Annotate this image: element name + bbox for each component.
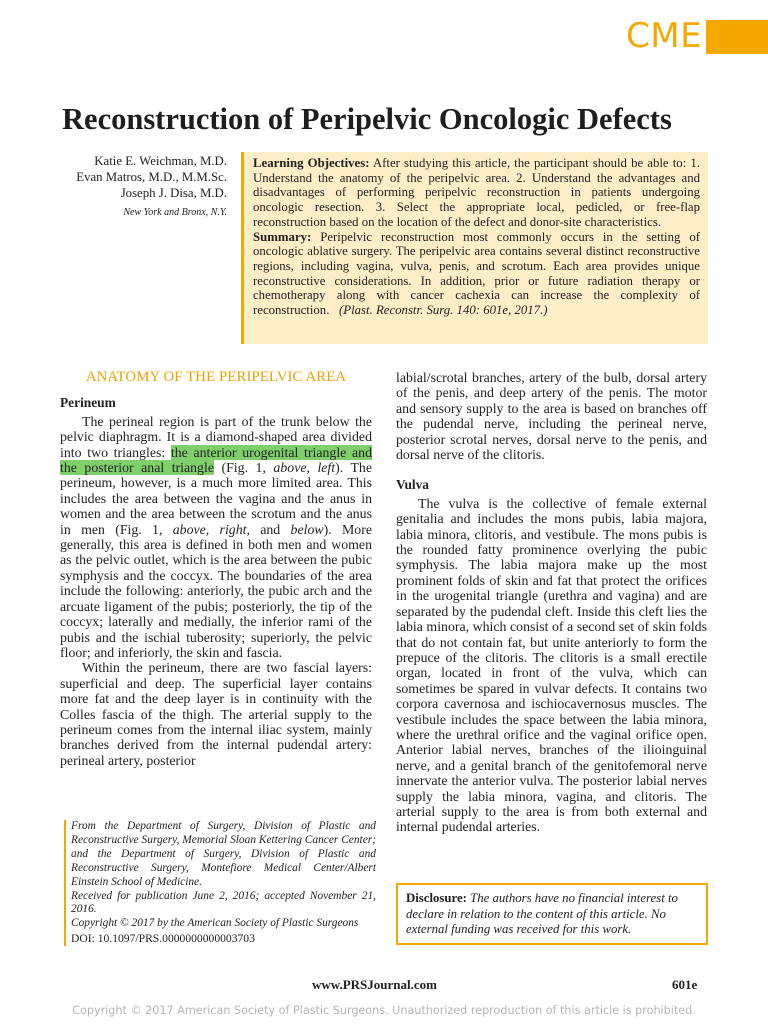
received-dates: Received for publication June 2, 2016; accepted November 21, 2016. [71, 889, 376, 916]
figure-reference: above, left [273, 460, 336, 476]
right-column [396, 370, 707, 835]
summary-label: Summary: [253, 229, 312, 244]
copyright-notice: Copyright © 2017 American Society of Plastic Surgeons. Unauthorized reproduction of this article is prohibited. [72, 1004, 696, 1017]
text-run: ). More generally, this area is defined in both men and women as the pelvic outlet, which is the area between the pubic symphysis and the coccyx. The boundaries of the area include the following: anteriorly, the pubic arch and the arcuate ligament of the pubis; posteriorly, the tip of the coccyx; laterally and medially, the inferior rami of the pubis and the ischial tuberosity; superiorly, the pelvic floor; and inferiorly, the skin and fascia. [60, 521, 372, 660]
copyright-line: Copyright © 2017 by the American Society of Plastic Surgeons [71, 917, 359, 930]
article-title: Reconstruction of Peripelvic Oncologic Defects [62, 102, 672, 136]
author-location: New York and Bronx, N.Y. [123, 206, 227, 218]
author-list [30, 153, 227, 221]
paragraph: The vulva is the collective of female external genitalia and includes the mons pubis, labia majora, labia minora, clitoris, and vestibule. The mons pubis is the rounded fatty prominence overlying the pubic symphysis. The labia majora make up the most prominent folds of skin and fat that protect the orifices in the urogenital triangle (urethra and vagina) and are separated by the pudendal cleft. Inside this cleft lies the labia minora, which consist of a second set of skin folds that do not contain fat, but unite anteriorly to form the prepuce of the clitoris. The clitoris is a small erectile organ, located in front of the vulva, which can sometimes be spared in vulvar defects. It contains two corpora cavernosa and ischiocavernosus muscles. The vestibule includes the space between the labia minora, where the urethral orifice and the vaginal orifice open. Anterior labial nerves, branches of the ilioinguinal nerve, and a genital branch of the genitofemoral nerve innervate the anterior vulva. The posterior labial nerves supply the labia minora, vagina, and clitoris. The arterial supply to the area is from both external and internal pudendal arteries. [396, 495, 707, 835]
text-run: The perineal region is part of the trunk below the pelvic diaphragm. It is a diamond-shaped area divided into two triangles: [60, 413, 372, 460]
learning-objectives-box [241, 152, 708, 344]
section-heading: ANATOMY OF THE PERIPELVIC AREA [85, 369, 347, 385]
author-name: Katie E. Weichman, M.D. [94, 154, 227, 168]
subsection-heading-vulva: Vulva [396, 477, 429, 493]
author-name: Evan Matros, M.D., M.M.Sc. [76, 170, 227, 185]
objectives-label: Learning Objectives: [253, 156, 370, 170]
paragraph: Within the perineum, there are two fascial layers: superficial and deep. The superficial layer contains more fat and the deep layer is in continuity with the Colles fascia of the thigh. The arterial supply to the perineum comes from the internal iliac system, mainly branches derived from the internal pudendal artery: perineal artery, posterior [60, 660, 372, 768]
page-number: 601e [672, 977, 698, 992]
doi: DOI: 10.1097/PRS.0000000000003703 [71, 932, 255, 946]
cme-accent-bar [706, 20, 768, 54]
summary-text: Peripelvic reconstruction most commonly occurs in the setting of oncologic ablative surgery. The peripelvic area contains several distinct reconstructive regions, including vagina, vulva, penis, and scrotum. Each area provides unique reconstructive considerations. In addition, prior or future radiation therapy or chemotherapy along with cancer cachexia can increase the complexity of reconstruction. [253, 229, 700, 318]
text-run: ). The perineum, however, is a much more limited area. This includes the area between the vagina and the anus in women and the area between the scrotum and the anus in men (Fig. 1, [60, 460, 372, 537]
objectives-text: After studying this article, the participant should be able to: 1. Understand the anatomy of the peripelvic area. 2. Understand the advantages and disadvantages of performing peripelvic reconstruction in patients undergoing oncologic resection. 3. Select the appropriate local, pedicled, or free-flap reconstruction based on the location of the defect and donor-site characteristics. [253, 156, 700, 229]
figure-reference: below [290, 521, 324, 537]
citation: (Plast. Reconstr. Surg. 140: 601e, 2017.) [339, 303, 548, 318]
disclosure-text: The authors have no financial interest to declare in relation to the content of this article. No external funding was received for this work. [406, 891, 678, 937]
subsection-heading-perineum: Perineum [60, 395, 116, 411]
journal-url[interactable]: www.PRSJournal.com [312, 977, 437, 992]
text-run: (Fig. 1, [213, 460, 274, 476]
affiliation-note [64, 820, 376, 946]
author-name: Joseph J. Disa, M.D. [120, 186, 227, 201]
paragraph [60, 414, 372, 661]
paragraph-continued: labial/scrotal branches, artery of the bulb, dorsal artery of the penis, and deep artery of the penis. The motor and sensory supply to the area is based on branches off the pudendal nerve, including the perineal nerve, posterior scrotal nerves, dorsal nerve to the penis, and dorsal nerve of the clitoris. [396, 370, 707, 463]
text-run: and [249, 521, 291, 537]
cme-label: CME [626, 16, 703, 56]
highlighted-text: the anterior urogenital triangle and the posterior anal triangle [60, 444, 372, 476]
figure-reference: above, right, [172, 521, 250, 537]
disclosure-label: Disclosure: [406, 891, 467, 905]
left-column [60, 370, 372, 768]
affiliation-text: From the Department of Surgery, Division of Plastic and Reconstructive Surgery, Memorial Sloan Kettering Cancer Center; and the Department of Surgery, Division of Plastic and Reconstructive Surgery, Montefiore Medical Center/Albert Einstein School of Medicine. [71, 820, 376, 888]
disclosure-box [396, 883, 708, 945]
